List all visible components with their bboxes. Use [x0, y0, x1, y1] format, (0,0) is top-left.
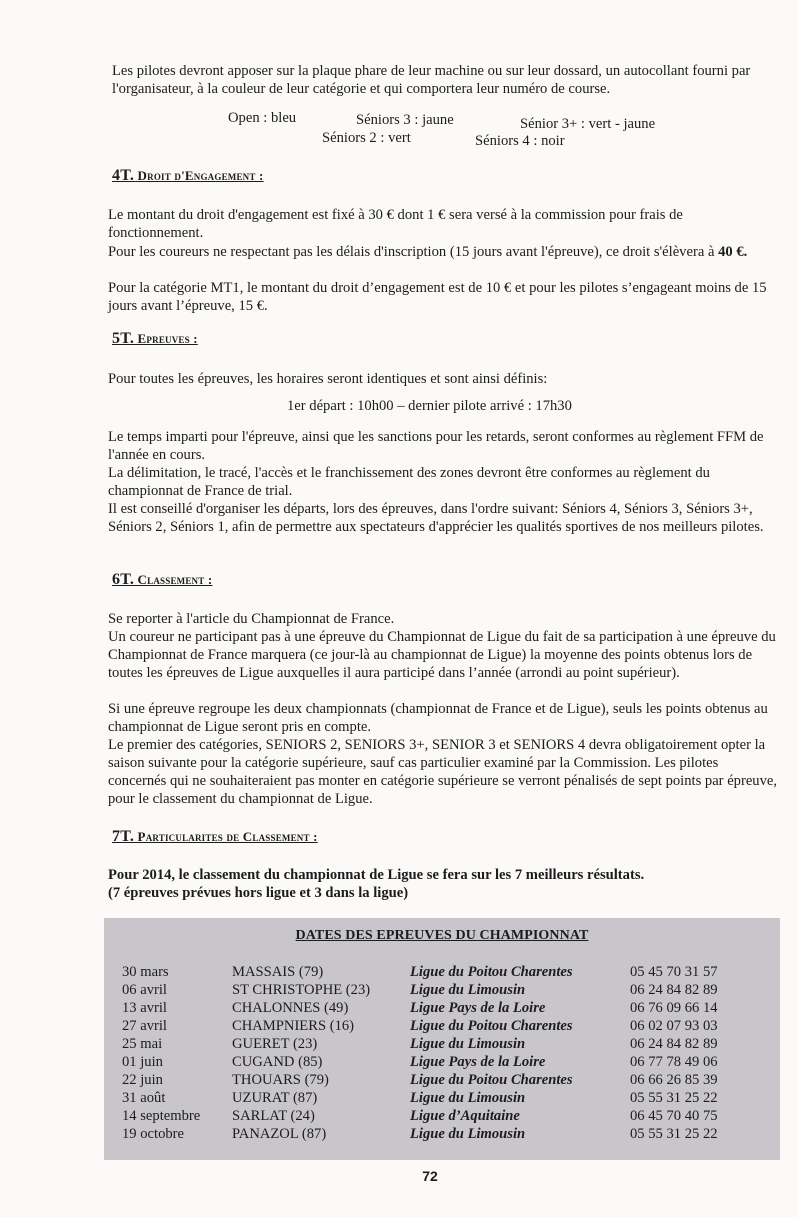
calendar-place: MASSAIS (79)	[232, 964, 324, 980]
calendar-league: Ligue du Poitou Charentes	[410, 1072, 573, 1088]
epreuves-paragraph-3: La délimitation, le tracé, l'accès et le franchissement des zones devront être conformes au règlement du championnat de France de trial.	[108, 465, 710, 499]
calendar-row	[104, 1054, 780, 1072]
calendar-date: 25 mai	[122, 1036, 163, 1052]
heading-6t: 6T. Classement :	[112, 571, 213, 588]
epreuves-paragraph-2: Le temps imparti pour l'épreuve, ainsi que les sanctions pour les retards, seront conformes au règlement FFM de l'année en cours.	[108, 429, 764, 463]
calendar-phone: 06 24 84 82 89	[630, 1036, 718, 1052]
calendar-phone: 05 55 31 25 22	[630, 1090, 718, 1106]
calendar-row	[104, 982, 780, 1000]
page-number: 72	[422, 1168, 438, 1184]
calendar-phone: 05 55 31 25 22	[630, 1126, 718, 1142]
color-seniors3: Séniors 3 : jaune	[356, 112, 454, 128]
calendar-phone: 06 77 78 49 06	[630, 1054, 718, 1070]
calendar-row	[104, 1018, 780, 1036]
calendar-league: Ligue Pays de la Loire	[410, 1000, 546, 1016]
calendar-phone: 06 02 07 93 03	[630, 1018, 718, 1034]
calendar-phone: 06 66 26 85 39	[630, 1072, 718, 1088]
calendar-place: CHAMPNIERS (16)	[232, 1018, 355, 1034]
calendar-date: 01 juin	[122, 1054, 163, 1070]
calendar-place: ST CHRISTOPHE (23)	[232, 982, 371, 998]
engagement-paragraph-1: Le montant du droit d'engagement est fixé à 30 € dont 1 € sera versé à la commission pour frais de fonctionnement.	[108, 207, 683, 241]
schedule-line: 1er départ : 10h00 – dernier pilote arrivé : 17h30	[287, 398, 572, 414]
calendar-league: Ligue du Poitou Charentes	[410, 1018, 573, 1034]
classement-paragraph-2: Un coureur ne participant pas à une épreuve du Championnat de Ligue du fait de sa participation à une épreuve du Championnat de France marquera (ce jour-là au championnat de Ligue) la moyenne des points obtenus lors de toutes les épreuves de Ligue auxquelles il aura participé dans l’année (arrondi au point supérieur).	[108, 629, 776, 681]
engagement-paragraph-3: Pour la catégorie MT1, le montant du droit d’engagement est de 10 € et pour les pilotes s’engageant moins de 15 jours avant l’épreuve, 15 €.	[108, 280, 767, 314]
calendar-row	[104, 1000, 780, 1018]
calendar-row	[104, 1126, 780, 1144]
calendar-title: DATES DES EPREUVES DU CHAMPIONNAT	[295, 928, 589, 943]
calendar-date: 30 mars	[122, 964, 169, 980]
calendar-date: 13 avril	[122, 1000, 167, 1016]
calendar-league: Ligue Pays de la Loire	[410, 1054, 546, 1070]
calendar-league: Ligue du Limousin	[410, 1126, 526, 1142]
calendar-league: Ligue du Poitou Charentes	[410, 964, 573, 980]
calendar-place: PANAZOL (87)	[232, 1126, 327, 1142]
color-senior3plus: Sénior 3+ : vert - jaune	[520, 116, 656, 132]
calendar-date: 06 avril	[122, 982, 167, 998]
calendar-row	[104, 1072, 780, 1090]
heading-5t: 5T. Epreuves :	[112, 330, 198, 347]
calendar-place: CHALONNES (49)	[232, 1000, 349, 1016]
calendar-league: Ligue d’Aquitaine	[410, 1108, 520, 1124]
calendar-row	[104, 1108, 780, 1126]
calendar-league: Ligue du Limousin	[410, 982, 526, 998]
engagement-paragraph-2: Pour les coureurs ne respectant pas les délais d'inscription (15 jours avant l'épreuve), ce droit s'élèvera à 40 €.	[108, 244, 748, 260]
calendar-date: 31 août	[122, 1090, 166, 1106]
particularites-paragraph-2: (7 épreuves prévues hors ligue et 3 dans la ligue)	[108, 885, 409, 901]
color-seniors2: Séniors 2 : vert	[322, 130, 411, 146]
calendar-date: 22 juin	[122, 1072, 163, 1088]
calendar-date: 19 octobre	[122, 1126, 185, 1142]
calendar-phone: 05 45 70 31 57	[630, 964, 718, 980]
particularites-paragraph-1: Pour 2014, le classement du championnat de Ligue se fera sur les 7 meilleurs résultats.	[108, 867, 645, 883]
classement-paragraph-1: Se reporter à l'article du Championnat de France.	[108, 611, 395, 627]
calendar-row	[104, 964, 780, 982]
heading-4t: 4T. Droit d'Engagement :	[112, 167, 264, 184]
calendar-box	[104, 918, 780, 1160]
calendar-place: CUGAND (85)	[232, 1054, 323, 1070]
classement-paragraph-4: Le premier des catégories, SENIORS 2, SENIORS 3+, SENIOR 3 et SENIORS 4 devra obligatoirement opter la saison suivante pour la catégorie supérieure, sauf cas particulier examiné par la Commission. Les pilotes concernés qui ne souhaiteraient pas monter en catégorie supérieure se verront pénalisés de sept points par épreuve, pour le classement du championnat de Ligue.	[108, 737, 778, 807]
calendar-place: UZURAT (87)	[232, 1090, 318, 1106]
calendar-place: THOUARS (79)	[232, 1072, 329, 1088]
calendar-row	[104, 1090, 780, 1108]
calendar-phone: 06 45 70 40 75	[630, 1108, 718, 1124]
classement-paragraph-3: Si une épreuve regroupe les deux championnats (championnat de France et de Ligue), seuls les points obtenus au championnat de Ligue seront pris en compte.	[108, 701, 768, 735]
calendar-phone: 06 24 84 82 89	[630, 982, 718, 998]
intro-paragraph: Les pilotes devront apposer sur la plaque phare de leur machine ou sur leur dossard, un autocollant fourni par l'organisateur, à la couleur de leur catégorie et qui comportera leur numéro de course.	[112, 63, 751, 97]
calendar-phone: 06 76 09 66 14	[630, 1000, 718, 1016]
calendar-place: SARLAT (24)	[232, 1108, 315, 1124]
epreuves-paragraph-4: Il est conseillé d'organiser les départs, lors des épreuves, dans l'ordre suivant: Séniors 4, Séniors 3, Séniors 3+, Séniors 2, Séniors 1, afin de permettre aux spectateurs d'apprécier les qualités sportives de nos meilleurs pilotes.	[108, 501, 764, 535]
calendar-place: GUERET (23)	[232, 1036, 318, 1052]
color-open: Open : bleu	[228, 110, 297, 126]
epreuves-paragraph-1: Pour toutes les épreuves, les horaires seront identiques et sont ainsi définis:	[108, 371, 548, 387]
calendar-date: 27 avril	[122, 1018, 167, 1034]
calendar-date: 14 septembre	[122, 1108, 201, 1124]
color-seniors4: Séniors 4 : noir	[475, 133, 565, 149]
calendar-league: Ligue du Limousin	[410, 1090, 526, 1106]
calendar-row	[104, 1036, 780, 1054]
heading-7t: 7T. Particularites de Classement :	[112, 828, 318, 845]
calendar-league: Ligue du Limousin	[410, 1036, 526, 1052]
